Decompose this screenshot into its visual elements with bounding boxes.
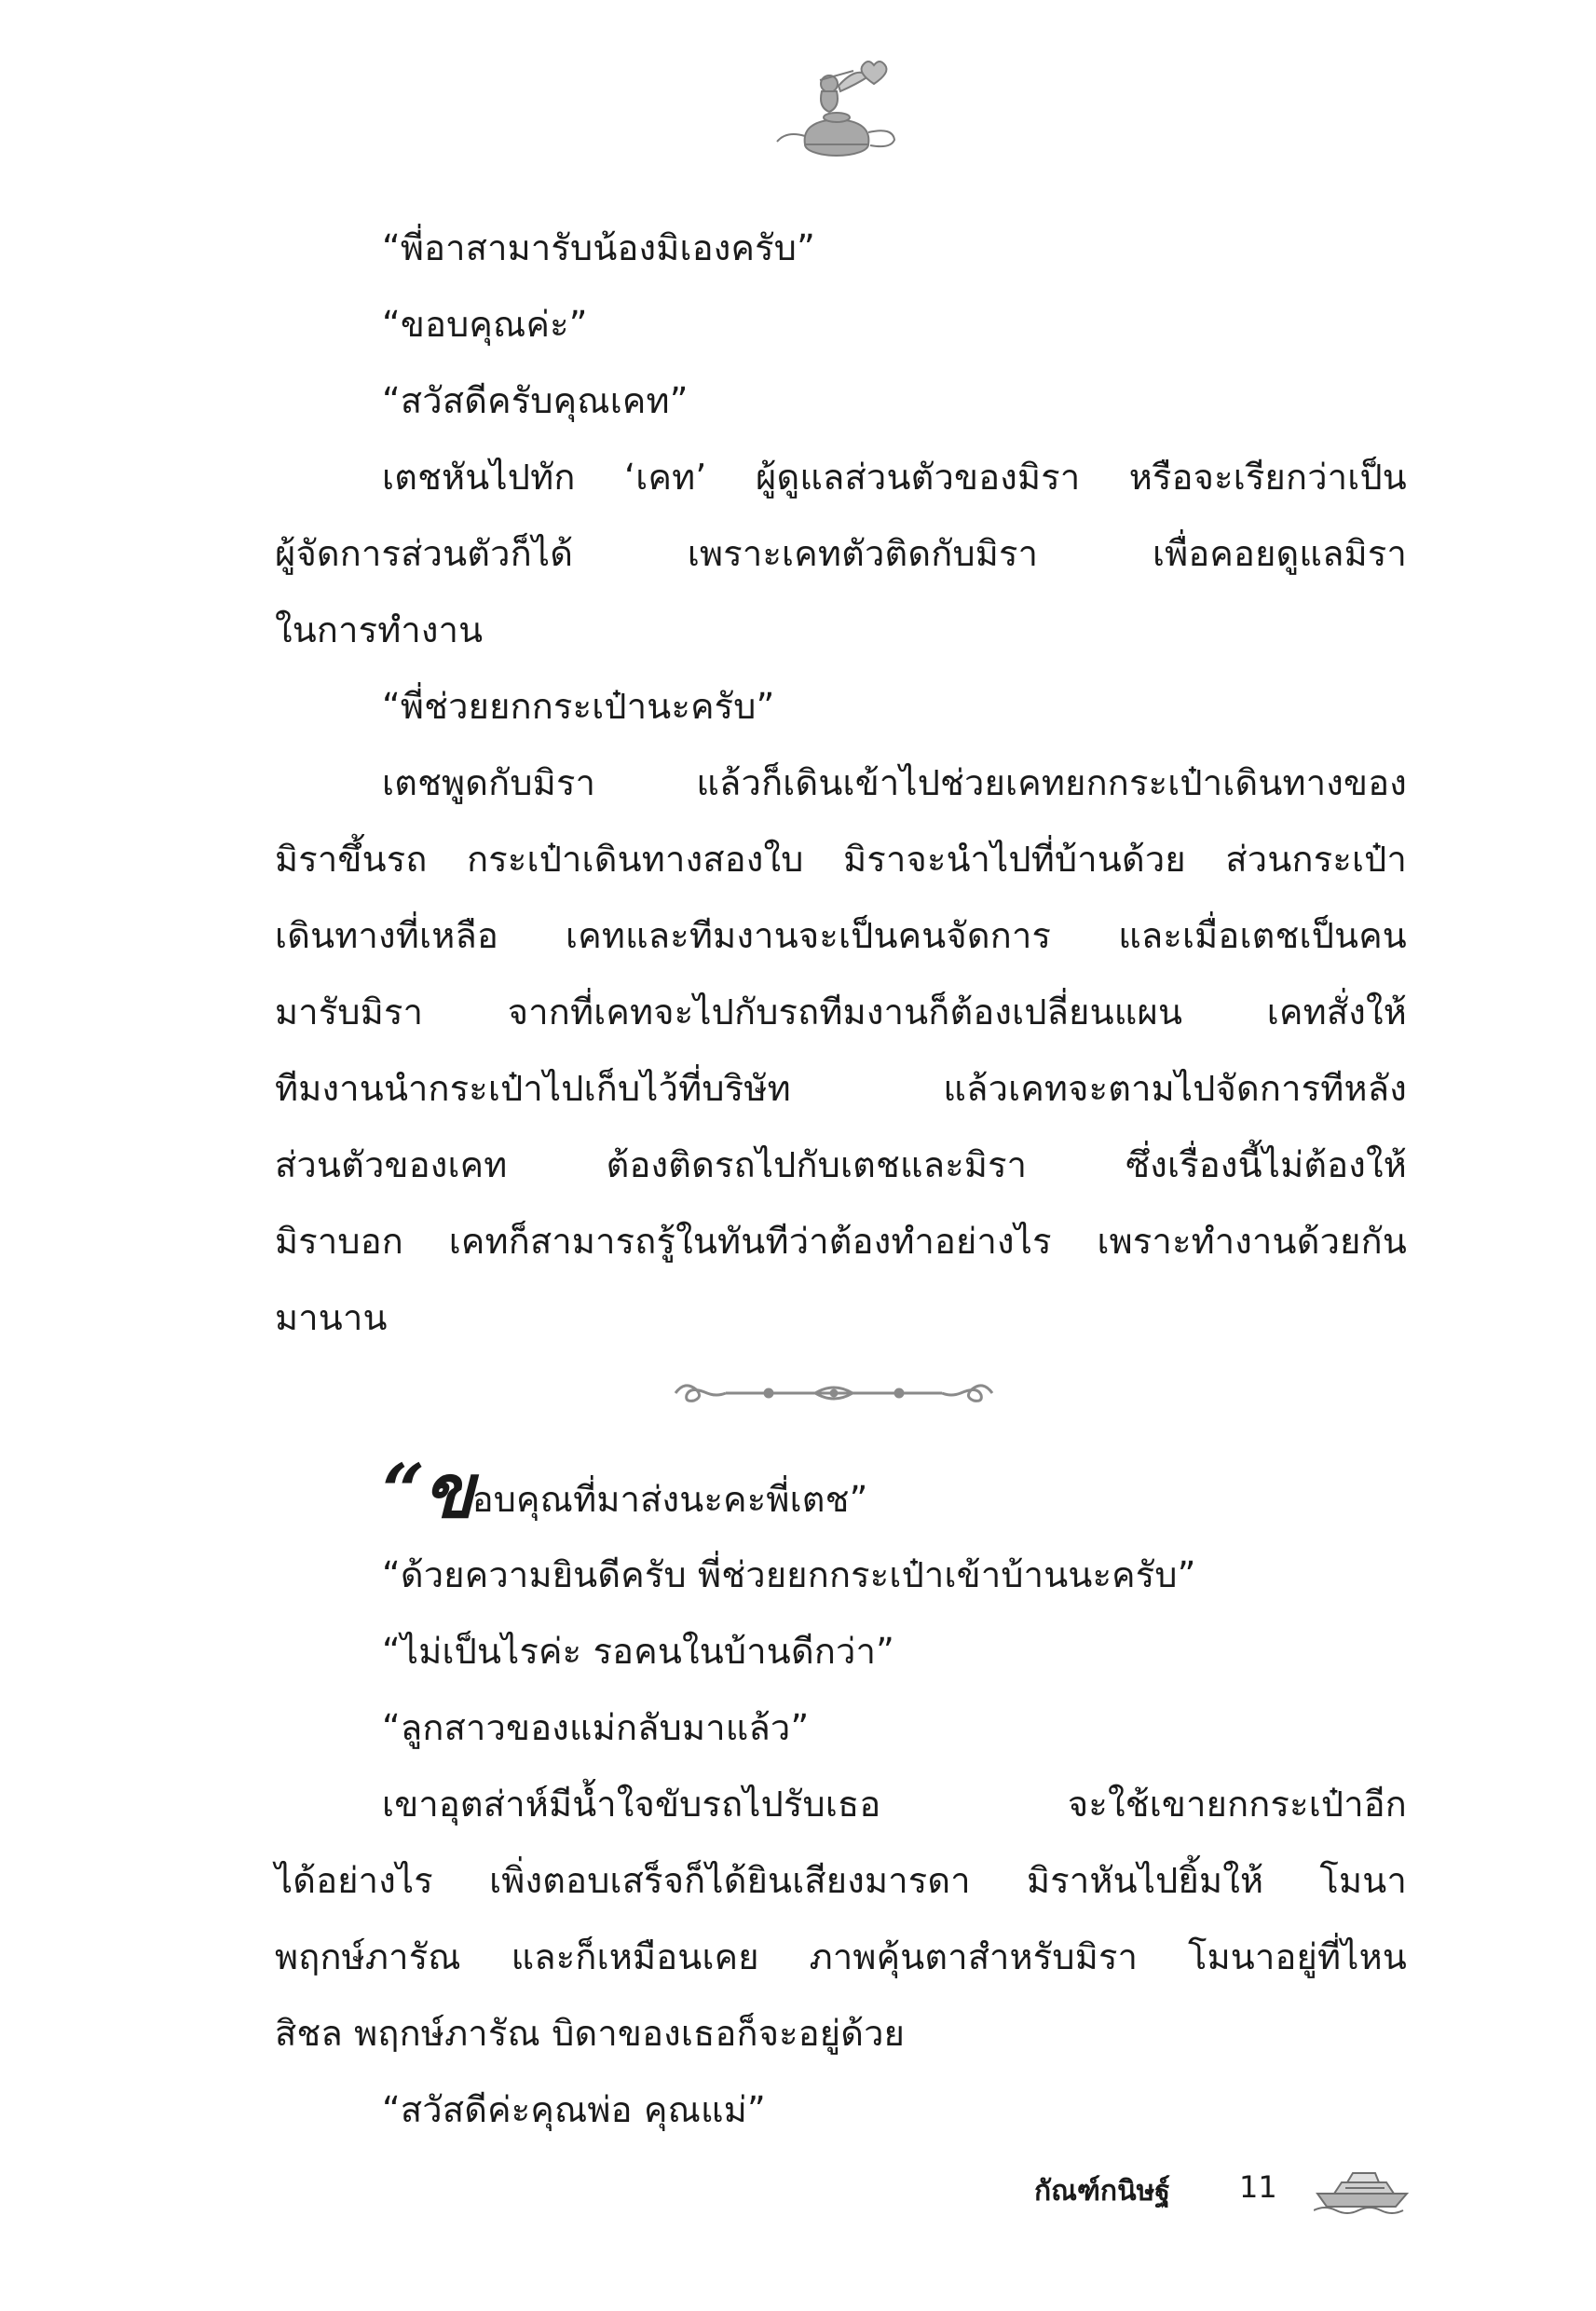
paragraph-line: ในการทำงาน bbox=[275, 609, 484, 650]
paragraph-line: เตชพูดกับมิรา แล้วก็เดินเข้าไปช่วยเคทยกกระเป๋าเดินทางของ bbox=[382, 762, 1407, 803]
paragraph-line: ส่วนตัวของเคท ต้องติดรถไปกับเตชและมิรา ซึ่งเรื่องนี้ไม่ต้องให้ bbox=[275, 1144, 1407, 1185]
dialogue-line: “สวัสดีครับคุณเคท” bbox=[382, 380, 689, 421]
paragraph-line: มารับมิรา จากที่เคทจะไปกับรถทีมงานก็ต้องเปลี่ยนแผน เคทสั่งให้ bbox=[275, 991, 1407, 1032]
paragraph-line: สิชล พฤกษ์ภารัณ บิดาของเธอก็จะอยู่ด้วย bbox=[275, 2013, 906, 2054]
genie-lamp-cupid-icon bbox=[764, 56, 913, 168]
paragraph-line: มิราขึ้นรถ กระเป๋าเดินทางสองใบ มิราจะนำไปที่บ้านด้วย ส่วนกระเป๋า bbox=[275, 839, 1407, 880]
paragraph-line: ทีมงานนำกระเป๋าไปเก็บไว้ที่บริษัท แล้วเคทจะตามไปจัดการทีหลัง bbox=[275, 1068, 1407, 1109]
dialogue-line: “ขอบคุณค่ะ” bbox=[382, 304, 588, 345]
dialogue-line: อบคุณที่มาส่งนะคะพี่เตช” bbox=[471, 1479, 868, 1520]
dialogue-line: “ลูกสาวของแม่กลับมาแล้ว” bbox=[382, 1707, 810, 1748]
dialogue-line: “ไม่เป็นไรค่ะ รอคนในบ้านดีกว่า” bbox=[382, 1631, 895, 1672]
book-title: กัณฑ์กนิษฐ์ bbox=[1034, 2175, 1170, 2208]
dialogue-line: “พี่ช่วยยกกระเป๋านะครับ” bbox=[382, 686, 775, 727]
yacht-icon bbox=[1314, 2160, 1416, 2216]
dialogue-line: “ด้วยความยินดีครับ พี่ช่วยยกกระเป๋าเข้าบ้านนะครับ” bbox=[382, 1554, 1196, 1595]
paragraph-line: เตชหันไปทัก ‘เคท’ ผู้ดูแลส่วนตัวของมิรา หรือจะเรียกว่าเป็น bbox=[382, 457, 1407, 498]
paragraph-line: เดินทางที่เหลือ เคทและทีมงานจะเป็นคนจัดการ และเมื่อเตชเป็นคน bbox=[275, 915, 1407, 956]
paragraph-line: ได้อย่างไร เพิ่งตอบเสร็จก็ได้ยินเสียงมารดา มิราหันไปยิ้มให้ โมนา bbox=[275, 1860, 1407, 1901]
paragraph-line: มิราบอก เคทก็สามารถรู้ในทันทีว่าต้องทำอย่างไร เพราะทำงานด้วยกัน bbox=[275, 1221, 1407, 1262]
paragraph-line: มานาน bbox=[275, 1297, 388, 1338]
paragraph-line: เขาอุตส่าห์มีน้ำใจขับรถไปรับเธอ จะใช้เขายกกระเป๋าอีก bbox=[382, 1784, 1407, 1825]
page-number: 11 bbox=[1239, 2169, 1277, 2205]
paragraph-line: พฤกษ์ภารัณ และก็เหมือนเคย ภาพคุ้นตาสำหรับมิรา โมนาอยู่ที่ไหน bbox=[275, 1936, 1407, 1977]
dropcap-paragraph bbox=[382, 1447, 868, 1538]
dialogue-line: “พี่อาสามารับน้องมิเองครับ” bbox=[382, 227, 815, 268]
ornamental-divider bbox=[666, 1370, 1002, 1416]
paragraph-line: ผู้จัดการส่วนตัวก็ได้ เพราะเคทตัวติดกับมิรา เพื่อคอยดูแลมิรา bbox=[275, 533, 1407, 574]
dialogue-line: “สวัสดีค่ะคุณพ่อ คุณแม่” bbox=[382, 2089, 766, 2130]
drop-cap: “ข bbox=[382, 1447, 472, 1535]
